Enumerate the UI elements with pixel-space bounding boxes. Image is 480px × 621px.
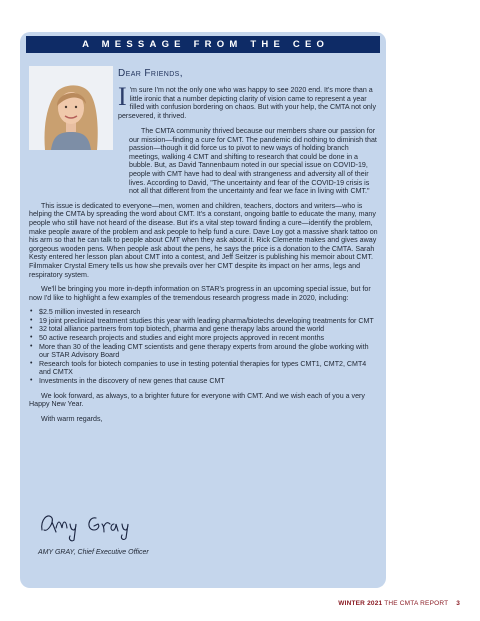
paragraph-4: We'll be bringing you more in-depth information on STAR's progress in an upcoming special issue, but for now I'd like to highlight a few examples of the tremendous research progress made in 2020, including: [29, 285, 371, 302]
list-item: • Investments in the discovery of new genes that cause CMT [39, 377, 379, 386]
list-item: • More than 30 of the leading CMT scientists and gene therapy experts from around the globe working with our STAR Advisory Board [39, 343, 379, 360]
list-item: • 50 active research projects and studies and eight more projects approved in recent months [39, 334, 379, 343]
signer-name: AMY GRAY, Chief Executive Officer [38, 549, 149, 556]
list-item: • Research tools for biotech companies to use in testing potential therapies for types CMT1, CMT2, CMT4 and CMTX [39, 360, 379, 377]
research-highlights-list [29, 308, 379, 385]
page-footer [338, 600, 460, 607]
body-column [29, 127, 379, 423]
drop-cap: I [118, 82, 127, 111]
intro-text: 'm sure I'm not the only one who was happy to see 2020 end. It's more than a little ironic that a number depicting clarity of vision came to represent a year filled with confusion bordering on chaos. But with your help, the CMTA not only persevered, it thrived. [118, 86, 376, 120]
list-item: • 19 joint preclinical treatment studies this year with leading pharma/biotechs developing treatments for CMT [39, 317, 379, 326]
issue-label: WINTER 2021 [338, 600, 383, 607]
closing: With warm regards, [41, 414, 103, 423]
list-item: • 32 total alliance partners from top biotech, pharma and gene therapy labs around the world [39, 325, 379, 334]
signature-image [38, 504, 138, 542]
publication-name: THE CMTA REPORT [384, 600, 449, 607]
paragraph-2: The CMTA community thrived because our members share our passion for our mission—finding a cure for CMT. The pandemic did nothing to diminish that passion—though it did force us to pivot to new ways of holding branch meetings, walking 4 CMT and shifting to research that could be done in a bubble. But, as David Tannenbaum noted in our special issue on COVID-19, people with CMT have had to deal with strangeness and adversity all of their lives. According to David, "The uncertainty and fear of the COVID-19 crisis is not all that different from the uncertainty and fear we face in living with CMT." [129, 127, 377, 196]
section-banner [26, 36, 380, 53]
banner-title: A MESSAGE FROM THE CEO [82, 39, 330, 50]
page-number: 3 [456, 600, 460, 607]
intro-paragraph [118, 82, 380, 120]
paragraph-3: This issue is dedicated to everyone—men, women and children, teachers, doctors and writers—who is helping the CMTA by spreading the word about CMT. It's a constant, ongoing battle to educate the many, many people who still have not heard of the disease. But it's a vital step toward finding a cure—identify the problem, make people aware of the problem and ask people to help fund a cure. Dave Loy got a massive shark tattoo on his arm so that he can talk to people about CMT when they ask about it. Rick Clemente makes and gives away gorgeous wooden pens. When people ask about the pens, he says the price is a donation to the CMTA. Sarah Kesty entered her lesson plan about CMT into a contest, and Jeff Seitzer is publishing his memoir about CMT. Filmmaker Crystal Emery tells us how she prevails over her CMT despite its impact on her arms, legs and respiratory system. [29, 201, 378, 279]
salutation: Dear Friends, [118, 68, 183, 79]
paragraph-5: We look forward, as always, to a brighter future for everyone with CMT. And we wish each of you a very Happy New Year. [29, 391, 365, 409]
list-item: • $2.5 million invested in research [39, 308, 379, 317]
